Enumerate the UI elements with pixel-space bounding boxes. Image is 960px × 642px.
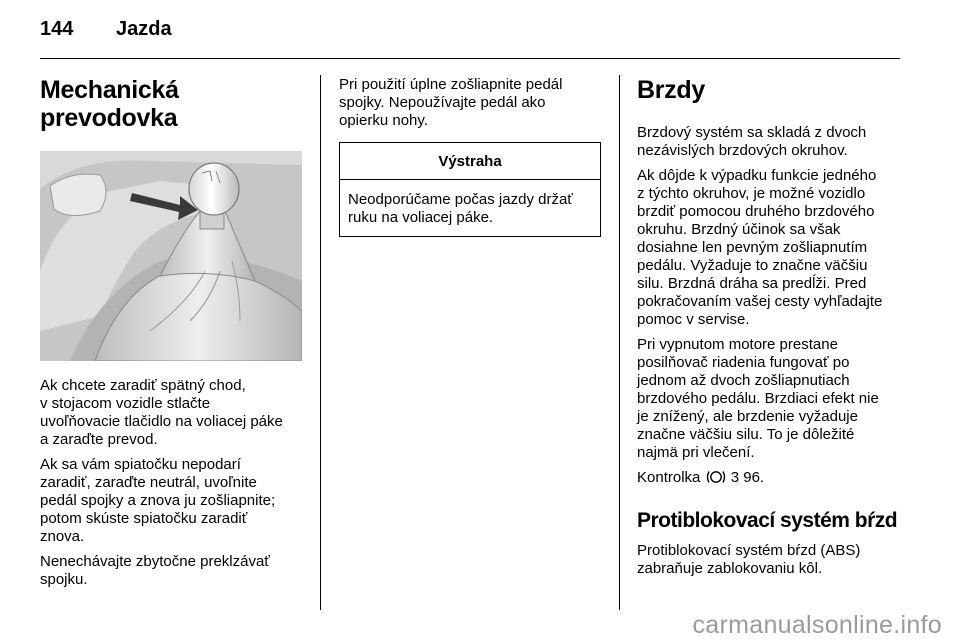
section-title-brakes: Brzdy xyxy=(637,76,705,104)
paragraph: Ak chcete zaradiť spätný chod, v stojacom vozidle stlačte uvoľňovacie tlačidlo na voliacej páke a zaraďte prevod. xyxy=(40,377,283,448)
paragraph: Pri použití úplne zošliapnite pedál spojky. Nepoužívajte pedál ako opierku nohy. xyxy=(339,76,563,129)
column-divider xyxy=(619,75,620,610)
page-header xyxy=(40,18,900,48)
page-number: 144 xyxy=(40,18,74,40)
warning-box xyxy=(339,142,601,237)
kontrolka-label: Kontrolka xyxy=(637,469,701,486)
section-name: Jazda xyxy=(116,18,172,40)
paragraph: Nenechávajte zbytočne preklzávať spojku. xyxy=(40,553,270,588)
column-manual-gearbox-text xyxy=(40,377,302,596)
warning-title: Výstraha xyxy=(340,143,600,180)
header-rule xyxy=(40,58,900,59)
column-brakes xyxy=(637,76,901,585)
kontrolka-line xyxy=(637,469,901,490)
column-manual-gearbox xyxy=(40,76,302,132)
column-clutch xyxy=(339,76,601,237)
column-divider xyxy=(320,75,321,610)
warning-text: Neodporúčame počas jazdy držať ruku na voliacej páke. xyxy=(348,191,573,226)
brake-warning-icon xyxy=(705,469,727,490)
gear-lever-illustration xyxy=(40,151,302,361)
page-reference[interactable]: 3 96. xyxy=(730,469,765,486)
subsection-title-abs: Protiblokovací systém bŕzd xyxy=(637,509,898,532)
watermark: carmanualsonline.info xyxy=(692,611,942,639)
section-title-manual-gearbox: Mechanická prevodovka xyxy=(40,76,179,132)
paragraph: Brzdový systém sa skladá z dvoch nezávislých brzdových okruhov. xyxy=(637,124,867,159)
paragraph: Ak dôjde k výpadku funkcie jedného z týchto okruhov, je možné vozidlo brzdiť pomocou druhého brzdového okruhu. Brzdný účinok sa však dosiahne len pevným zošliapnutím pedálu. Vyžaduje to značne väčšiu silu. Brzdná dráha sa predĺži. Pred pokračovaním vašej cesty vyhľadajte pomoc v servise. xyxy=(637,167,883,328)
paragraph: Protiblokovací systém bŕzd (ABS) zabraňuje zablokovaniu kôl. xyxy=(637,542,861,577)
paragraph: Ak sa vám spiatočku nepodarí zaradiť, zaraďte neutrál, uvoľnite pedál spojky a znova ju zošliapnite; potom skúste spiatočku zaradiť znova. xyxy=(40,456,276,545)
paragraph: Pri vypnutom motore prestane posilňovač riadenia fungovať po jednom až dvoch zošliapnutiach brzdového pedálu. Brzdiaci efekt nie je znížený, ale brzdenie vyžaduje značne väčšiu silu. To je dôležité najmä pri vlečení. xyxy=(637,336,879,461)
